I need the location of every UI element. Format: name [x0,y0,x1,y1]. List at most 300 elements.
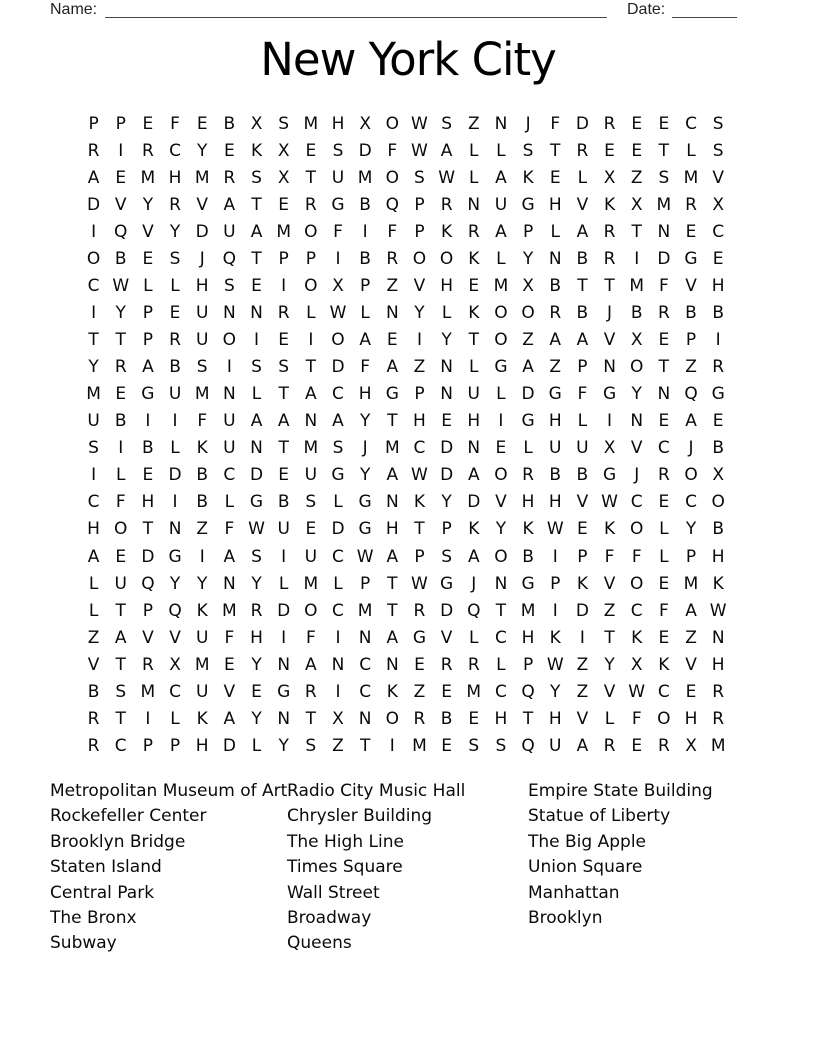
grid-letter: F [604,546,615,567]
word-list-item: The Big Apple [528,831,646,852]
grid-letter: Y [142,195,154,216]
grid-letter: T [278,438,289,459]
word-list-item: Metropolitan Museum of Art [50,781,288,801]
grid-letter: N [304,411,318,432]
grid-letter: E [658,330,670,351]
grid-letter: M [303,573,319,594]
grid-letter: E [685,222,697,243]
grid-letter: R [603,249,616,270]
grid-letter: D [249,465,264,486]
grid-letter: E [278,195,290,216]
grid-letter: Q [168,600,182,621]
grid-letter: R [603,114,616,135]
grid-letter: P [441,519,452,540]
grid-letter: K [658,654,670,675]
grid-letter: S [305,735,317,756]
grid-letter: E [278,465,290,486]
grid-letter: V [114,195,127,216]
grid-letter: X [630,330,643,351]
grid-letter: D [575,600,589,621]
grid-letter: I [552,546,558,567]
grid-letter: B [576,303,589,324]
grid-letter: R [413,708,426,729]
grid-letter: Y [441,492,452,513]
grid-letter: F [550,114,561,135]
grid-letter: I [552,600,558,621]
grid-letter: I [145,708,151,729]
grid-letter: V [413,276,426,297]
grid-letter: D [331,519,345,540]
grid-letter: E [604,141,615,162]
grid-letter: M [222,600,237,621]
grid-letter: B [87,681,100,702]
grid-letter: L [604,708,615,729]
grid-letter: W [601,492,618,513]
grid-letter: G [168,546,182,567]
grid-letter: U [87,411,100,432]
grid-letter: S [658,168,670,189]
page-title: New York City [260,33,556,86]
grid-letter: U [304,465,318,486]
grid-letter: M [140,168,156,189]
grid-letter: X [603,438,616,459]
grid-letter: F [387,141,398,162]
grid-letter: C [630,492,643,513]
grid-letter: R [657,303,670,324]
grid-letter: O [630,573,644,594]
grid-letter: N [358,708,372,729]
grid-letter: L [170,708,180,729]
grid-letter: O [684,465,698,486]
grid-letter: L [496,141,506,162]
grid-letter: B [712,519,724,540]
grid-letter: C [169,681,181,702]
grid-letter: I [335,681,341,702]
grid-letter: T [522,708,534,729]
grid-letter: G [711,384,725,405]
grid-letter: V [630,438,643,459]
word-list-item: Manhattan [528,882,620,903]
grid-letter: P [685,546,697,567]
grid-letter: P [550,573,561,594]
grid-letter: M [629,276,645,297]
grid-letter: V [87,654,100,675]
grid-letter: C [332,384,344,405]
grid-letter: C [494,681,507,702]
grid-letter: O [304,600,318,621]
grid-letter: J [471,573,477,594]
grid-letter: A [467,465,480,486]
grid-letter: H [548,492,562,513]
grid-letter: M [303,114,319,135]
grid-letter: I [715,330,721,351]
grid-letter: H [711,546,725,567]
word-list-item: Union Square [528,857,643,878]
grid-letter: T [88,330,99,351]
grid-letter: T [115,600,126,621]
grid-letter: D [440,465,454,486]
grid-letter: Y [251,654,262,675]
grid-letter: Y [359,465,371,486]
grid-letter: T [359,735,371,756]
grid-letter: P [577,546,588,567]
grid-letter: F [387,222,398,243]
grid-letter: L [550,222,560,243]
grid-letter: U [277,519,290,540]
word-list-column-3 [528,779,713,931]
grid-letter: T [577,276,588,297]
grid-letter: N [467,195,481,216]
grid-letter: K [196,600,208,621]
grid-letter: K [468,303,480,324]
grid-letter: F [224,627,235,648]
grid-letter: D [277,600,291,621]
grid-letter: A [277,411,290,432]
grid-letter: A [522,357,534,378]
grid-letter: L [523,438,533,459]
grid-letter: A [386,546,399,567]
grid-letter: U [195,627,209,648]
grid-letter: S [251,546,262,567]
grid-letter: R [467,222,480,243]
grid-letter: N [223,384,236,405]
grid-letter: A [495,222,507,243]
grid-letter: Z [603,600,616,621]
grid-letter: M [493,276,509,297]
grid-letter: O [222,330,237,351]
grid-letter: J [634,465,640,486]
grid-letter: H [494,708,508,729]
word-list-item: Brooklyn [528,907,603,928]
grid-letter: T [387,411,398,432]
grid-letter: S [712,114,724,135]
grid-letter: X [630,195,643,216]
grid-letter: M [412,735,427,756]
grid-letter: B [114,411,127,432]
grid-letter: X [603,168,616,189]
grid-letter: G [521,195,535,216]
grid-letter: L [577,411,588,432]
grid-letter: A [386,627,399,648]
grid-letter: R [250,600,263,621]
grid-letter: Z [87,627,100,648]
grid-letter: W [546,519,564,540]
word-list-item: Chrysler Building [287,806,433,827]
word-list-item: Times Square [287,857,403,878]
grid-letter: M [276,222,291,243]
grid-letter: E [169,303,181,324]
grid-letter: H [168,168,182,189]
grid-letter: N [385,654,399,675]
grid-letter: Z [467,114,480,135]
grid-letter: E [305,141,317,162]
grid-letter: N [250,438,263,459]
grid-letter: P [278,249,289,270]
grid-letter: F [658,276,669,297]
grid-letter: S [251,357,262,378]
grid-letter: A [576,222,589,243]
grid-letter: O [385,708,399,729]
grid-letter: H [358,384,372,405]
grid-letter: Z [685,357,697,378]
grid-letter: A [386,465,399,486]
grid-letter: H [195,276,209,297]
grid-letter: F [658,600,669,621]
grid-letter: O [86,249,101,270]
grid-letter: D [440,600,454,621]
grid-letter: C [332,600,344,621]
grid-letter: H [87,519,100,540]
grid-letter: J [199,249,205,270]
grid-letter: Y [495,519,507,540]
grid-letter: N [548,249,562,270]
grid-letter: I [335,249,341,270]
grid-letter: A [305,654,317,675]
grid-letter: H [521,627,535,648]
grid-letter: R [712,357,725,378]
grid-letter: D [575,114,589,135]
grid-letter: K [712,573,724,594]
grid-letter: H [250,627,263,648]
grid-letter: E [468,276,480,297]
grid-letter: H [711,276,725,297]
grid-letter: A [332,411,344,432]
word-list-item: Brooklyn Bridge [50,831,186,852]
grid-letter: R [467,654,480,675]
grid-letter: E [278,330,290,351]
grid-letter: U [331,168,345,189]
grid-letter: S [414,168,425,189]
grid-letter: B [196,465,209,486]
grid-letter: O [385,168,399,189]
grid-letter: G [494,357,508,378]
grid-letter: Y [685,519,697,540]
grid-letter: S [332,438,344,459]
grid-letter: C [359,681,372,702]
grid-letter: L [496,654,506,675]
grid-letter: T [142,519,154,540]
word-list-column-2 [287,779,465,957]
word-list-item: Broadway [287,907,372,928]
grid-letter: I [498,411,504,432]
grid-letter: Y [522,249,534,270]
grid-letter: N [277,708,291,729]
grid-letter: M [683,168,699,189]
grid-letter: D [141,546,155,567]
grid-letter: N [494,573,508,594]
grid-letter: Y [251,708,262,729]
grid-letter: S [712,141,724,162]
grid-letter: L [88,573,99,594]
grid-letter: M [683,573,699,594]
grid-letter: R [549,303,562,324]
grid-letter: A [467,546,480,567]
grid-letter: S [196,357,208,378]
grid-letter: Y [414,303,425,324]
grid-letter: N [711,627,725,648]
grid-letter: L [306,303,316,324]
grid-letter: Q [222,249,237,270]
grid-letter: L [469,168,479,189]
grid-letter: U [549,438,562,459]
grid-letter: E [142,114,154,135]
grid-letter: I [579,627,585,648]
grid-letter: H [548,411,562,432]
grid-letter: E [386,330,398,351]
grid-letter: G [358,519,372,540]
grid-letter: Y [197,141,208,162]
grid-letter: M [194,384,210,405]
grid-letter: S [441,546,452,567]
grid-letter: P [142,303,154,324]
grid-letter: W [628,681,646,702]
grid-letter: N [440,357,453,378]
grid-letter: S [468,735,480,756]
grid-letter: D [168,465,182,486]
grid-letter: E [468,708,480,729]
grid-letter: L [496,384,506,405]
grid-letter: G [331,465,345,486]
grid-letter: F [631,708,642,729]
grid-letter: O [385,114,399,135]
grid-letter: K [441,222,453,243]
grid-letter: S [305,492,317,513]
grid-letter: I [281,546,287,567]
grid-letter: O [494,465,508,486]
grid-letter: U [195,330,209,351]
grid-letter: D [358,141,372,162]
grid-letter: E [685,681,697,702]
grid-letter: N [331,654,345,675]
grid-letter: T [251,249,262,270]
grid-letter: V [196,195,209,216]
grid-letter: Z [549,357,562,378]
grid-letter: F [360,357,371,378]
grid-letter: Z [685,627,697,648]
grid-letter: G [684,249,698,270]
grid-letter: A [223,708,236,729]
grid-letter: O [331,330,345,351]
grid-letter: M [303,438,319,459]
grid-letter: T [115,708,126,729]
grid-letter: N [277,654,291,675]
grid-letter: Y [251,573,262,594]
grid-letter: O [494,546,508,567]
grid-letter: B [549,465,562,486]
grid-letter: C [685,492,697,513]
grid-letter: K [386,681,398,702]
grid-letter: E [251,681,262,702]
grid-letter: U [494,195,508,216]
grid-letter: U [467,384,480,405]
word-search-grid [80,111,732,760]
grid-letter: L [469,627,479,648]
grid-letter: T [658,141,670,162]
grid-letter: T [550,141,561,162]
grid-letter: S [332,141,344,162]
grid-letter: R [603,735,616,756]
grid-letter: R [87,141,100,162]
grid-letter: L [170,276,180,297]
grid-letter: S [495,735,507,756]
grid-letter: S [169,249,181,270]
grid-letter: T [387,573,398,594]
grid-letter: C [87,276,100,297]
grid-letter: X [169,654,181,675]
grid-letter: V [142,222,154,243]
grid-letter: Z [332,735,344,756]
grid-letter: R [114,357,127,378]
grid-letter: G [548,384,562,405]
grid-letter: R [413,600,426,621]
grid-letter: F [631,546,642,567]
word-list-item: Empire State Building [528,781,713,801]
grid-letter: E [495,438,507,459]
grid-letter: F [170,114,180,135]
grid-letter: W [709,600,727,621]
grid-letter: A [223,195,236,216]
grid-letter: K [549,627,561,648]
grid-letter: O [657,708,671,729]
grid-letter: R [141,141,154,162]
grid-letter: S [223,276,235,297]
grid-letter: G [358,492,372,513]
grid-letter: J [362,438,368,459]
grid-letter: K [603,195,616,216]
grid-letter: Z [630,168,643,189]
grid-letter: E [631,735,643,756]
grid-letter: D [467,492,481,513]
grid-letter: E [414,654,425,675]
grid-letter: X [522,276,534,297]
date-blank-line [672,0,737,18]
grid-letter: B [576,465,589,486]
grid-letter: L [496,249,506,270]
grid-letter: I [145,411,151,432]
grid-letter: B [549,276,562,297]
grid-letter: H [413,411,426,432]
grid-letter: T [305,168,317,189]
grid-letter: T [604,276,615,297]
grid-letter: E [712,249,724,270]
grid-letter: U [223,411,236,432]
grid-letter: R [657,735,670,756]
grid-letter: S [88,438,99,459]
grid-letter: Z [196,519,209,540]
grid-letter: P [142,600,154,621]
grid-letter: R [87,735,100,756]
grid-letter: Y [631,384,642,405]
grid-letter: V [685,276,697,297]
grid-letter: X [712,195,724,216]
grid-letter: V [495,492,507,513]
grid-letter: E [631,114,643,135]
grid-letter: O [412,249,427,270]
grid-letter: N [385,303,399,324]
grid-letter: R [169,195,181,216]
grid-letter: S [522,141,534,162]
grid-letter: L [251,735,262,756]
grid-letter: A [359,330,371,351]
grid-letter: E [577,519,588,540]
grid-letter: I [416,330,422,351]
grid-letter: C [657,681,670,702]
grid-letter: X [685,735,697,756]
grid-letter: E [549,168,561,189]
grid-letter: A [250,411,263,432]
grid-letter: R [576,141,589,162]
grid-letter: X [277,168,290,189]
